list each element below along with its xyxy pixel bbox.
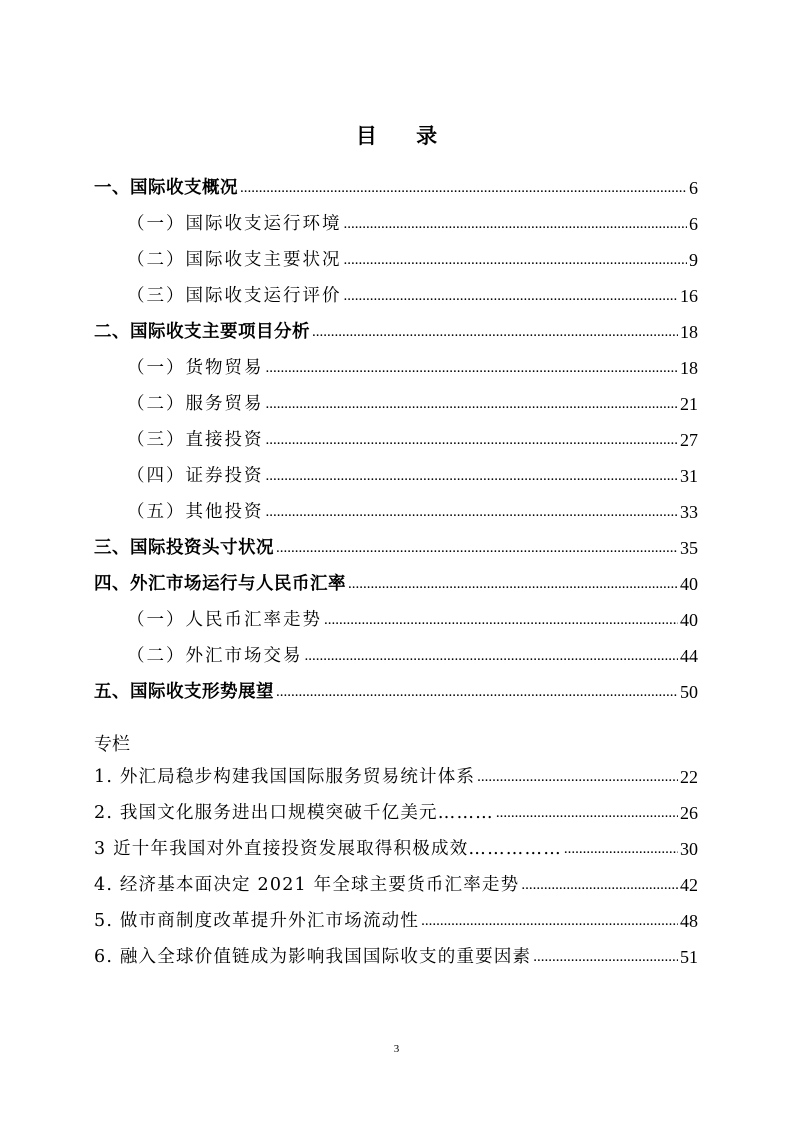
column-entry[interactable] — [94, 932, 698, 968]
toc-entry[interactable] — [94, 307, 698, 343]
toc-entry-page: 40 — [680, 574, 698, 594]
toc-entry-label: （二）国际收支主要状况 — [127, 250, 342, 270]
columns-list — [94, 752, 698, 968]
dot-leader — [266, 393, 679, 415]
toc-entry[interactable] — [94, 451, 698, 487]
column-entry[interactable] — [94, 824, 698, 860]
toc-entry-page: 27 — [680, 430, 698, 450]
toc-entry[interactable] — [94, 271, 698, 307]
toc-entry-page: 9 — [689, 250, 698, 270]
table-of-contents — [94, 163, 698, 703]
toc-entry-label: （三）直接投资 — [127, 430, 264, 450]
toc-entry-page: 18 — [680, 322, 698, 342]
dot-leader — [564, 838, 678, 860]
column-entry[interactable] — [94, 860, 698, 896]
toc-entry-page: 6 — [689, 178, 698, 198]
dot-leader — [348, 573, 678, 595]
dot-leader — [496, 802, 678, 824]
toc-entry-label: 五、国际收支形势展望 — [94, 682, 274, 702]
toc-entry[interactable] — [94, 235, 698, 271]
toc-entry[interactable] — [94, 667, 698, 703]
toc-entry-label: （一）国际收支运行环境 — [127, 214, 342, 234]
toc-entry[interactable] — [94, 343, 698, 379]
toc-entry[interactable] — [94, 487, 698, 523]
dot-leader — [533, 946, 678, 968]
dot-leader — [266, 429, 679, 451]
column-entry-page: 30 — [680, 839, 698, 859]
dot-leader — [477, 766, 678, 788]
page-title: 目 录 — [355, 124, 454, 148]
dot-leader — [421, 910, 678, 932]
column-entry-label: 6. 融入全球价值链成为影响我国国际收支的重要因素 — [94, 947, 532, 967]
toc-entry[interactable] — [94, 595, 698, 631]
column-entry-page: 51 — [680, 947, 698, 967]
column-entry-page: 42 — [680, 875, 698, 895]
column-entry-page: 48 — [680, 911, 698, 931]
column-entry[interactable] — [94, 752, 698, 788]
toc-entry-page: 6 — [689, 214, 698, 234]
column-entry[interactable] — [94, 896, 698, 932]
column-entry-page: 22 — [680, 767, 698, 787]
toc-entry-page: 44 — [680, 646, 698, 666]
column-entry-label: 2. 我国文化服务进出口规模突破千亿美元……… — [94, 803, 494, 823]
toc-entry-page: 18 — [680, 358, 698, 378]
toc-entry[interactable] — [94, 523, 698, 559]
toc-entry-page: 31 — [680, 466, 698, 486]
dot-leader — [344, 213, 688, 235]
dot-leader — [312, 321, 678, 343]
toc-entry-page: 33 — [680, 502, 698, 522]
dot-leader — [324, 609, 678, 631]
toc-entry[interactable] — [94, 559, 698, 595]
column-entry-label: 3 近十年我国对外直接投资发展取得积极成效…………… — [94, 839, 562, 859]
toc-entry-label: 一、国际收支概况 — [94, 178, 238, 198]
toc-entry-label: （五）其他投资 — [127, 502, 264, 522]
toc-entry-label: （三）国际收支运行评价 — [127, 286, 342, 306]
dot-leader — [276, 537, 678, 559]
toc-entry-label: （二）外汇市场交易 — [127, 646, 303, 666]
toc-entry-label: （一）人民币汇率走势 — [127, 610, 322, 630]
toc-entry-page: 16 — [680, 286, 698, 306]
dot-leader — [266, 465, 679, 487]
toc-entry-label: 四、外汇市场运行与人民币汇率 — [94, 574, 346, 594]
column-entry-label: 1. 外汇局稳步构建我国国际服务贸易统计体系 — [94, 767, 476, 787]
toc-entry[interactable] — [94, 163, 698, 199]
dot-leader — [344, 249, 688, 271]
toc-entry[interactable] — [94, 199, 698, 235]
dot-leader — [240, 177, 687, 199]
column-entry-page: 26 — [680, 803, 698, 823]
toc-entry[interactable] — [94, 415, 698, 451]
column-entry-label: 5. 做市商制度改革提升外汇市场流动性 — [94, 911, 420, 931]
toc-entry-page: 40 — [680, 610, 698, 630]
dot-leader — [521, 874, 678, 896]
dot-leader — [305, 645, 679, 667]
toc-entry[interactable] — [94, 379, 698, 415]
toc-entry-label: （四）证券投资 — [127, 466, 264, 486]
page-number: 3 — [393, 1043, 400, 1055]
columns-heading: 专栏 — [94, 734, 130, 755]
dot-leader — [266, 357, 679, 379]
toc-entry-label: 三、国际投资头寸状况 — [94, 538, 274, 558]
dot-leader — [344, 285, 679, 307]
toc-entry-label: 二、国际收支主要项目分析 — [94, 322, 310, 342]
column-entry-label: 4. 经济基本面决定 2021 年全球主要货币汇率走势 — [94, 875, 520, 895]
dot-leader — [266, 501, 679, 523]
toc-entry-page: 35 — [680, 538, 698, 558]
column-entry[interactable] — [94, 788, 698, 824]
toc-entry-label: （一）货物贸易 — [127, 358, 264, 378]
toc-entry[interactable] — [94, 631, 698, 667]
toc-entry-page: 50 — [680, 682, 698, 702]
toc-entry-label: （二）服务贸易 — [127, 394, 264, 414]
dot-leader — [276, 681, 678, 703]
toc-entry-page: 21 — [680, 394, 698, 414]
